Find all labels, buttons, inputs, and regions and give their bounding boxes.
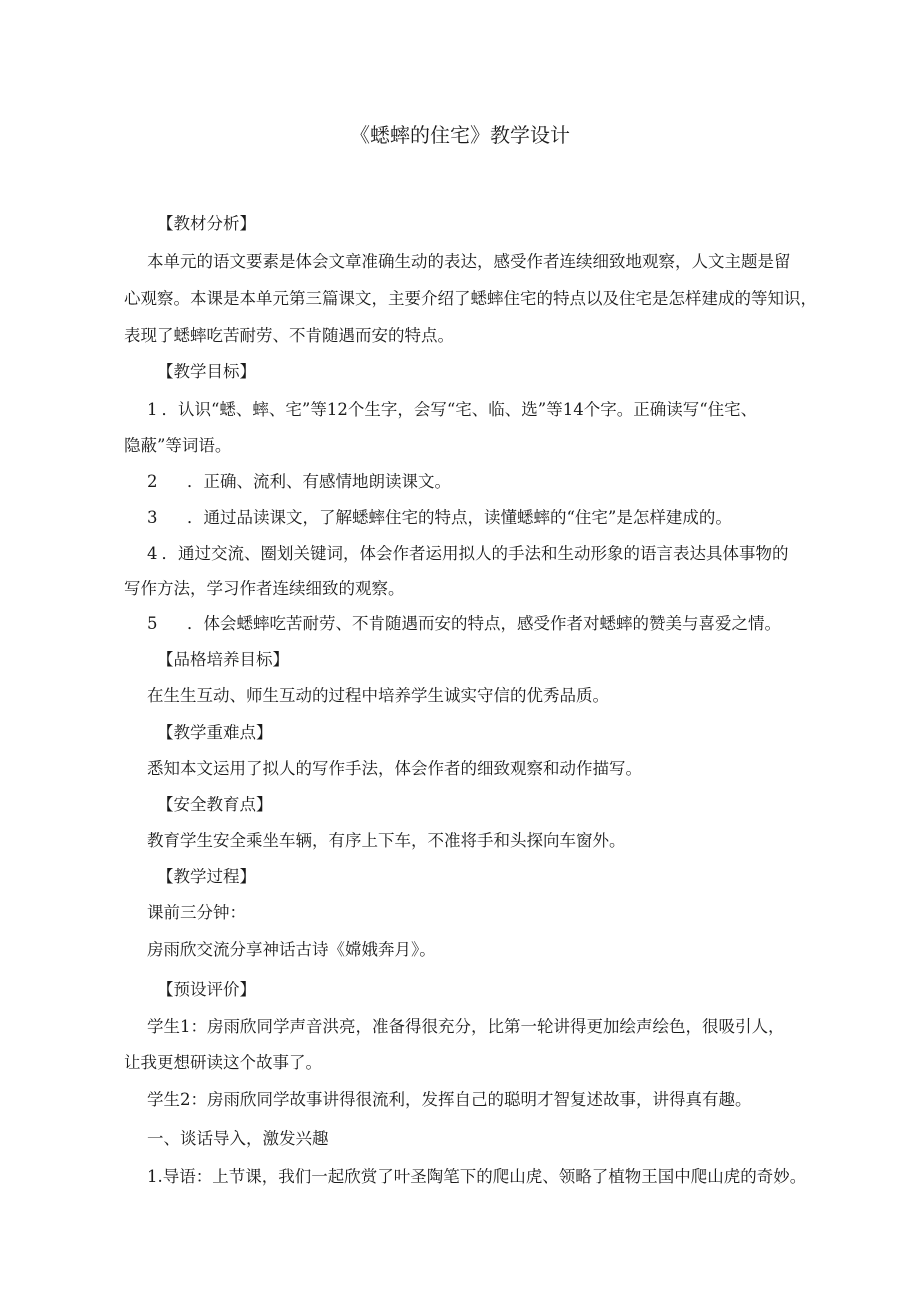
goal-1-line-1: 1 ．认识“蟋、蟀、宅”等12个生字，会写“宅、临、选”等14个字。正确读写“住宅、 — [147, 400, 758, 419]
difficulty-text: 悉知本文运用了拟人的写作手法，体会作者的细致观察和动作描写。 — [147, 759, 642, 778]
heading-evaluation: 【预设评价】 — [157, 980, 256, 999]
goal-number: 1 — [147, 400, 158, 419]
process-pre-class: 课前三分钟： — [147, 903, 246, 922]
analysis-line-2: 心观察。本课是本单元第三篇课文，主要介绍了蟋蟀住宅的特点以及住宅是怎样建成的等知识， — [124, 289, 817, 308]
goal-1-line-2: 隐蔽”等词语。 — [124, 436, 232, 455]
document-title: 《蟋蟀的住宅》教学设计 — [350, 123, 570, 147]
character-text: 在生生互动、师生互动的过程中培养学生诚实守信的优秀品质。 — [147, 686, 609, 705]
goal-number: 5 — [147, 614, 158, 633]
step-1-item-1: 1.导语：上节课，我们一起欣赏了叶圣陶笔下的爬山虎、领略了植物王国中爬山虎的奇妙。 — [147, 1167, 807, 1186]
safety-text: 教育学生安全乘坐车辆，有序上下车，不准将手和头探向车窗外。 — [147, 831, 626, 850]
goal-4-line-2: 写作方法，学习作者连续细致的观察。 — [124, 579, 405, 598]
goal-number: 4 — [147, 544, 158, 563]
goal-5: 5 ．体会蟋蟀吃苦耐劳、不肯随遇而安的特点，感受作者对蟋蟀的赞美与喜爱之情。 — [147, 614, 781, 633]
goal-4-line-1: 4 ．通过交流、圈划关键词，体会作者运用拟人的手法和生动形象的语言表达具体事物的 — [147, 544, 789, 563]
heading-process: 【教学过程】 — [157, 867, 256, 886]
goal-number: 3 — [147, 508, 158, 527]
heading-goals: 【教学目标】 — [157, 362, 256, 381]
goal-number: 2 — [147, 472, 158, 491]
eval-student-1-line-2: 让我更想研读这个故事了。 — [124, 1053, 322, 1072]
heading-analysis: 【教材分析】 — [157, 214, 256, 233]
analysis-line-1: 本单元的语文要素是体会文章准确生动的表达，感受作者连续细致地观察，人文主题是留 — [147, 252, 791, 271]
eval-student-2: 学生2：房雨欣同学故事讲得很流利，发挥自己的聪明才智复述故事，讲得真有趣。 — [147, 1090, 752, 1109]
heading-character: 【品格培养目标】 — [157, 650, 289, 669]
analysis-line-3: 表现了蟋蟀吃苦耐劳、不肯随遇而安的特点。 — [124, 326, 454, 345]
step-1-heading: 一、谈话导入，激发兴趣 — [147, 1129, 329, 1148]
eval-student-1-line-1: 学生1：房雨欣同学声音洪亮，准备得很充分，比第一轮讲得更加绘声绘色，很吸引人， — [147, 1017, 785, 1036]
heading-difficulty: 【教学重难点】 — [157, 723, 273, 742]
goal-3: 3 ．通过品读课文，了解蟋蟀住宅的特点，读懂蟋蟀的“住宅”是怎样建成的。 — [147, 508, 732, 527]
process-share: 房雨欣交流分享神话古诗《嫦娥奔月》。 — [147, 940, 436, 959]
goal-2: 2 ．正确、流利、有感情地朗读课文。 — [147, 472, 451, 491]
heading-safety: 【安全教育点】 — [157, 795, 273, 814]
